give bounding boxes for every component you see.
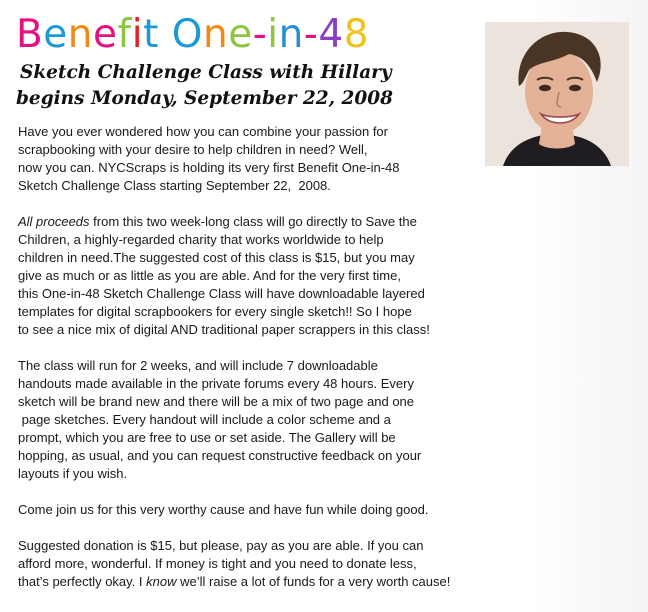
paragraph-donation-line: [18, 573, 518, 591]
title-letter: O: [171, 12, 203, 57]
emphasis-all-proceeds: All proceeds: [18, 214, 90, 229]
title-letter: B: [16, 12, 44, 57]
paragraph-class-details-line: hopping, as usual, and you can request constructive feedback on your: [18, 448, 422, 463]
subtitle-line-2: begins Monday, September 22, 2008: [16, 88, 393, 109]
paragraph-proceeds-text: from this two week-long class will go directly to Save the: [89, 214, 417, 229]
paragraph-donation-line: Suggested donation is $15, but please, pay as you are able. If you can: [18, 538, 424, 553]
title-letter: [159, 12, 172, 57]
paragraph-proceeds-line: give as much or as little as you are able. And for the very first time,: [18, 268, 401, 283]
paragraph-donation-text: that’s perfectly okay. I: [18, 574, 147, 589]
title-letter: n: [278, 12, 304, 57]
title-letter: t: [143, 12, 159, 57]
paragraph-proceeds-line: templates for digital scrapbookers for every single sketch!! So I hope: [18, 304, 412, 319]
paragraph-intro-line: now you can. NYCScraps is holding its very first Benefit One-in-48: [18, 160, 400, 175]
paragraph-intro-line: Have you ever wondered how you can combine your passion for: [18, 124, 388, 139]
paragraph-class-details-line: The class will run for 2 weeks, and will include 7 downloadable: [18, 358, 378, 373]
title-letter: -: [303, 12, 319, 57]
paragraph-proceeds-line: children in need.The suggested cost of this class is $15, but you may: [18, 250, 415, 265]
title-letter: i: [267, 12, 279, 57]
page-title: [16, 13, 369, 57]
title-letter: n: [67, 12, 93, 57]
title-letter: n: [202, 12, 229, 57]
paragraph-proceeds: [18, 213, 518, 339]
emphasis-know: know: [146, 574, 177, 589]
paragraph-class-details: [18, 357, 518, 483]
title-letter: 8: [343, 12, 370, 57]
subtitle-line-1: Sketch Challenge Class with Hillary: [20, 62, 392, 83]
title-letter: f: [117, 12, 132, 57]
paragraph-proceeds-line: this One-in-48 Sketch Challenge Class will have downloadable layered: [18, 286, 425, 301]
paragraph-class-details-line: layouts if you wish.: [18, 466, 128, 481]
title-letter: e: [92, 12, 118, 57]
paragraph-intro-line: scrapbooking with your desire to help children in need? Well,: [18, 142, 368, 157]
title-letter: -: [252, 12, 268, 57]
paragraph-intro: [18, 123, 518, 195]
paragraph-donation: [18, 537, 518, 591]
title-letter: e: [43, 12, 68, 57]
paragraph-class-details-line: page sketches. Every handout will include a color scheme and a: [18, 412, 391, 427]
paragraph-proceeds-line: to see a nice mix of digital AND traditional paper scrappers in this class!: [18, 322, 430, 337]
title-letter: 4: [318, 12, 344, 57]
title-letter: e: [228, 12, 253, 57]
title-letter: i: [131, 12, 144, 57]
paragraph-donation-line: afford more, wonderful. If money is tight and you need to donate less,: [18, 556, 417, 571]
paragraph-class-details-line: sketch will be brand new and there will be a mix of two page and one: [18, 394, 415, 409]
paragraph-call-to-action: [18, 501, 518, 519]
paragraph-call-to-action-line: Come join us for this very worthy cause and have fun while doing good.: [18, 502, 429, 517]
paragraph-class-details-line: handouts made available in the private forums every 48 hours. Every: [18, 376, 414, 391]
article-body: [18, 123, 518, 609]
paragraph-proceeds-line: Children, a highly-regarded charity that works worldwide to help: [18, 232, 384, 247]
paragraph-donation-text: we’ll raise a lot of funds for a very worth cause!: [176, 574, 451, 589]
paragraph-proceeds-line: [18, 213, 518, 231]
paragraph-intro-line: Sketch Challenge Class starting September 22, 2008.: [18, 178, 331, 193]
paragraph-class-details-line: prompt, which you are free to use or set aside. The Gallery will be: [18, 430, 396, 445]
